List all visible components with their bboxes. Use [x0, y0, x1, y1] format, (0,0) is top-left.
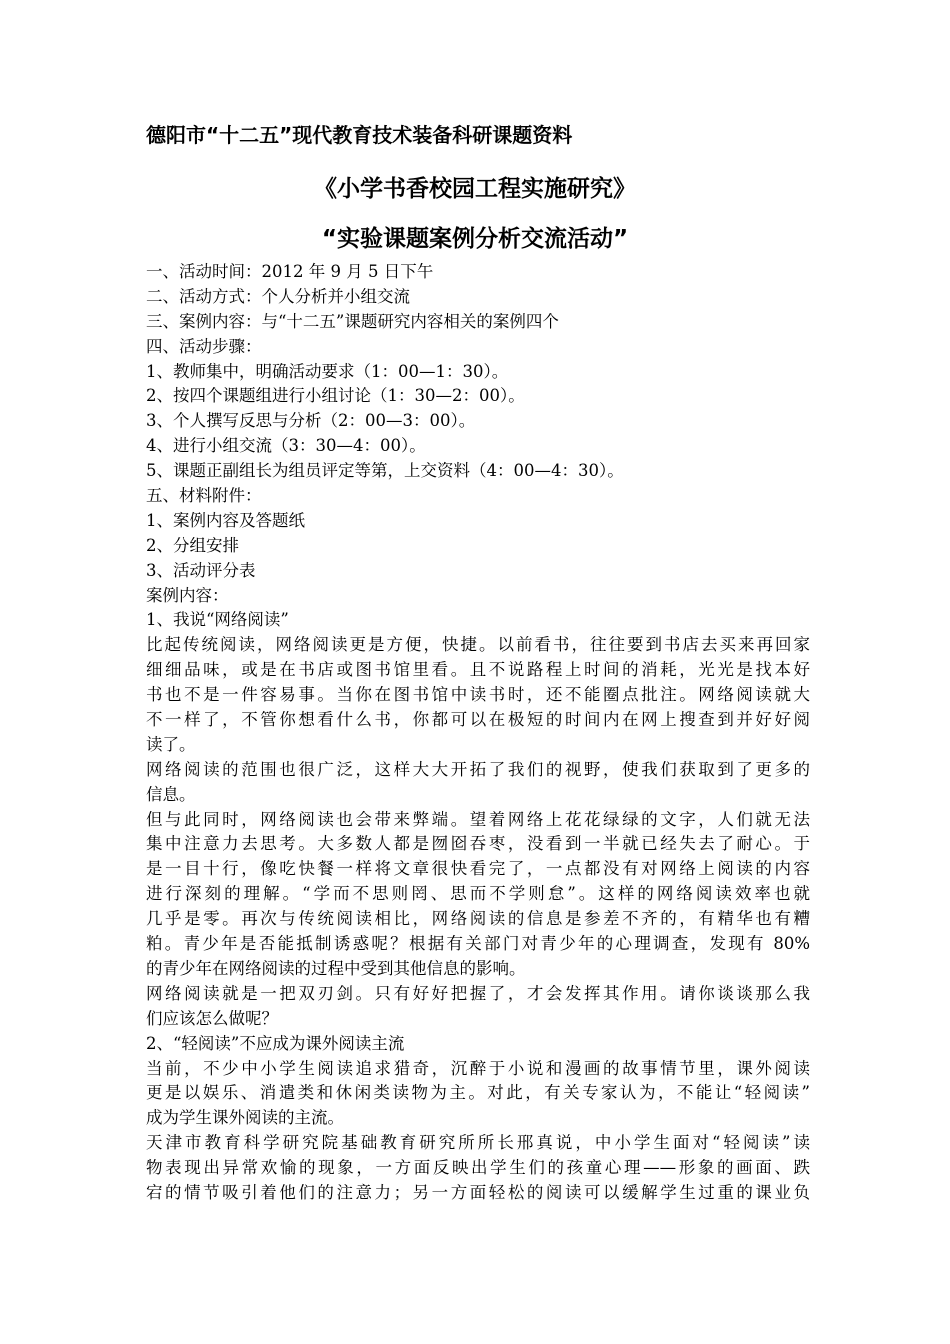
info-line: 1、我说“网络阅读” [146, 610, 289, 630]
paragraph-line: 更是以娱乐、消遣类和休闲类读物为主。对此，有关专家认为，不能让“轻阅读” [146, 1083, 810, 1103]
paragraph-line: 进行深刻的理解。“学而不思则罔、思而不学则怠”。这样的网络阅读效率也就 [146, 884, 810, 904]
paragraph-line: 比起传统阅读，网络阅读更是方便，快捷。以前看书，往往要到书店去买来再回家 [146, 635, 810, 655]
case2-paragraph [146, 1057, 810, 1132]
case1-paragraph [146, 633, 810, 757]
info-line: 三、案例内容：与“十二五”课题研究内容相关的案例四个 [146, 311, 559, 331]
paragraph-line: 读了。 [146, 734, 196, 754]
case2-paragraph [146, 1131, 810, 1206]
info-line: 一、活动时间：2012 年 9 月 5 日下午 [146, 262, 434, 281]
info-line: 5、课题正副组长为组员评定等第，上交资料（4：00—4：30）。 [146, 461, 624, 481]
case1-paragraph [146, 758, 810, 808]
paragraph-line: 网络阅读的范围也很广泛，这样大大开拓了我们的视野，使我们获取到了更多的 [146, 759, 810, 779]
paragraph-line: 几乎是零。再次与传统阅读相比，网络阅读的信息是参差不齐的，有精华也有糟 [146, 909, 810, 929]
paragraph-line: 们应该怎么做呢？ [146, 1008, 278, 1028]
case1-paragraph [146, 808, 810, 982]
info-line: 1、教师集中，明确活动要求（1：00—1：30）。 [146, 361, 509, 381]
info-line: 五、材料附件： [146, 486, 262, 506]
info-line: 四、活动步骤： [146, 336, 262, 356]
paragraph-line: 天津市教育科学研究院基础教育研究所所长邢真说，中小学生面对“轻阅读”读 [146, 1133, 810, 1153]
paragraph-line: 物表现出异常欢愉的现象，一方面反映出学生们的孩童心理——形象的画面、跌 [146, 1158, 810, 1178]
paragraph-line: 当前，不少中小学生阅读追求猎奇，沉醉于小说和漫画的故事情节里，课外阅读 [146, 1058, 810, 1078]
info-line: 4、进行小组交流（3：30—4：00）。 [146, 436, 426, 456]
paragraph-line: 网络阅读就是一把双刃剑。只有好好把握了，才会发挥其作用。请你谈谈那么我 [146, 983, 810, 1003]
paragraph-line: 的青少年在网络阅读的过程中受到其他信息的影响。 [146, 958, 526, 978]
case2-title: 2、“轻阅读”不应成为课外阅读主流 [146, 1033, 405, 1053]
info-line: 2、按四个课题组进行小组讨论（1：30—2：00）。 [146, 386, 525, 406]
paragraph-line: 是一目十行，像吃快餐一样将文章很快看完了，一点都没有对网络上阅读的内容 [146, 859, 810, 879]
paragraph-line: 细细品味，或是在书店或图书馆里看。且不说路程上时间的消耗，光光是找本好 [146, 660, 810, 680]
paragraph-line: 成为学生课外阅读的主流。 [146, 1108, 344, 1128]
document-body [146, 260, 810, 1206]
document-title: 德阳市“十二五”现代教育技术装备科研课题资料 [146, 123, 573, 147]
paragraph-line: 书也不是一件容易事。当你在图书馆中读书时，还不能圈点批注。网络阅读就大 [146, 685, 810, 705]
paragraph-line: 不一样了，不管你想看什么书，你都可以在极短的时间内在网上搜查到并好好阅 [146, 710, 810, 730]
info-line: 3、个人撰写反思与分析（2：00—3：00）。 [146, 411, 476, 431]
info-line: 1、案例内容及答题纸 [146, 510, 305, 530]
info-line: 二、活动方式：个人分析并小组交流 [146, 286, 410, 306]
paragraph-line: 但与此同时，网络阅读也会带来弊端。望着网络上花花绿绿的文字，人们就无法 [146, 809, 810, 829]
paragraph-line: 集中注意力去思考。大多数人都是囫囵吞枣，没看到一半就已经失去了耐心。于 [146, 834, 810, 854]
document-subtitle-project: 《小学书香校园工程实施研究》 [314, 176, 636, 202]
paragraph-line: 粕。青少年是否能抵制诱惑呢？根据有关部门对青少年的心理调查，发现有 80% [146, 934, 810, 954]
case1-paragraph [146, 982, 810, 1032]
info-line: 案例内容： [146, 585, 229, 605]
info-line: 3、活动评分表 [146, 560, 256, 580]
info-line: 2、分组安排 [146, 535, 239, 555]
paragraph-line: 宕的情节吸引着他们的注意力；另一方面轻松的阅读可以缓解学生过重的课业负 [146, 1182, 810, 1202]
document-subtitle-activity: “实验课题案例分析交流活动” [321, 226, 629, 252]
paragraph-line: 信息。 [146, 784, 196, 804]
